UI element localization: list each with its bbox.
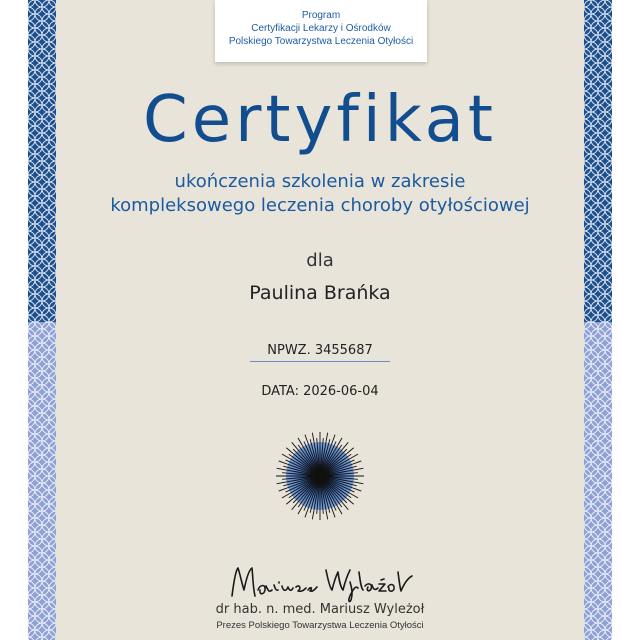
signatory-name: dr hab. n. med. Mariusz Wyleżoł — [215, 602, 425, 617]
right-decorative-band — [584, 0, 612, 640]
recipient-name: Paulina Brańka — [249, 282, 391, 304]
program-label-box — [215, 0, 427, 62]
signature-image — [222, 560, 418, 604]
certificate-title: Certyfikat — [143, 83, 497, 157]
npwz-number: NPWZ. 3455687 — [250, 343, 390, 362]
for-label: dla — [306, 250, 334, 271]
signatory-role: Prezes Polskiego Towarzystwa Leczenia Otyłości — [216, 620, 424, 631]
certificate-date: DATA: 2026-06-04 — [261, 384, 379, 399]
subtitle-line: ukończenia szkolenia w zakresie — [174, 171, 466, 192]
subtitle-line: kompleksowego leczenia choroby otyłościowej — [110, 195, 530, 216]
program-label-line: Certyfikacji Lekarzy i Ośrodków — [251, 23, 391, 34]
program-label-line: Polskiego Towarzystwa Leczenia Otyłości — [228, 36, 414, 47]
left-decorative-band — [28, 0, 56, 640]
starburst-emblem-icon — [272, 428, 368, 524]
certificate-subtitle — [56, 170, 584, 218]
program-label-line: Program — [301, 10, 341, 21]
